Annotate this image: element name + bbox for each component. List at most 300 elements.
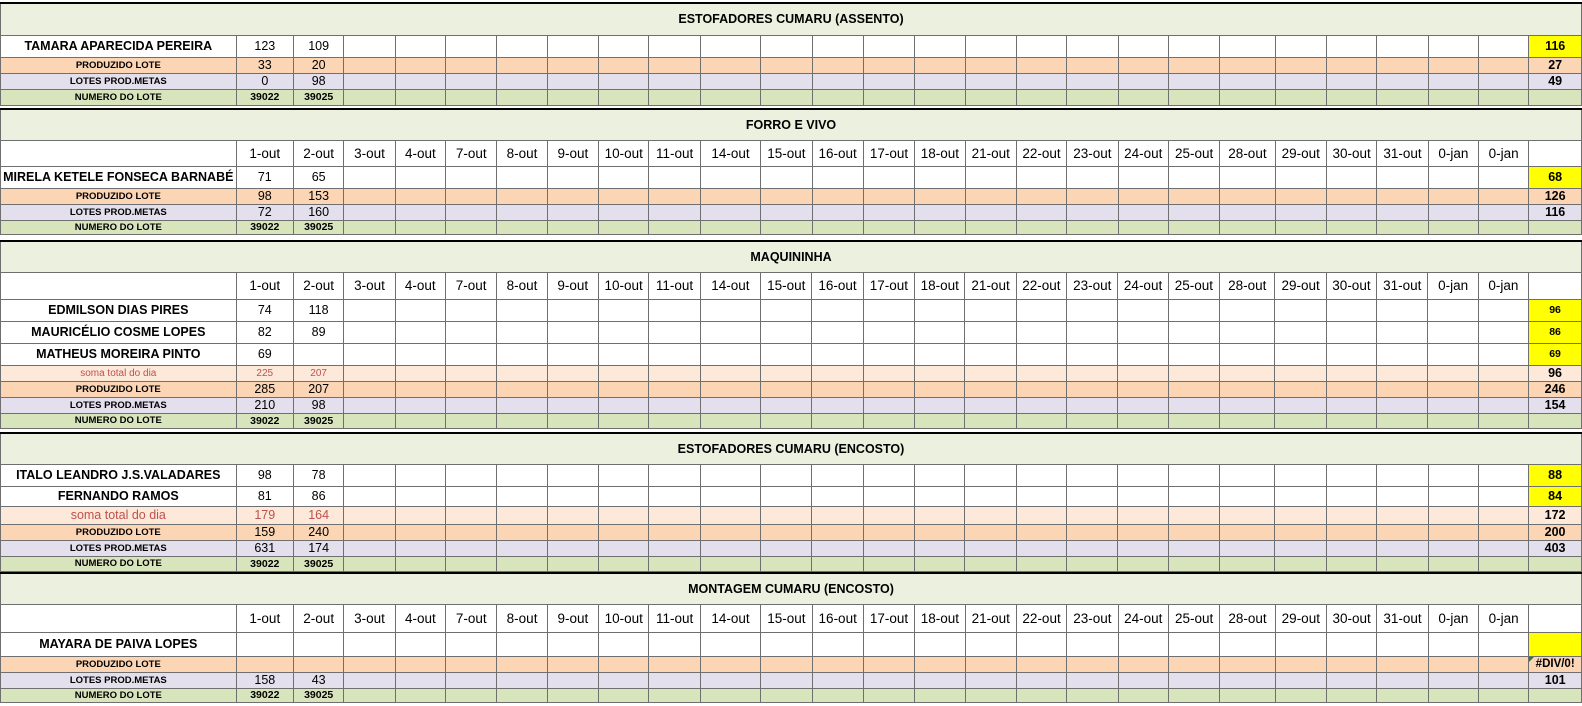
empty-cell[interactable] xyxy=(1275,397,1326,413)
empty-cell[interactable] xyxy=(649,365,700,381)
value-cell-day2[interactable]: 164 xyxy=(293,506,343,524)
empty-cell[interactable] xyxy=(1478,540,1528,556)
produzido-lote-row-total[interactable]: 27 xyxy=(1529,57,1582,73)
empty-cell[interactable] xyxy=(1118,524,1168,540)
empty-cell[interactable] xyxy=(649,688,700,702)
empty-cell[interactable] xyxy=(863,540,914,556)
empty-cell[interactable] xyxy=(446,688,497,702)
empty-cell[interactable] xyxy=(395,413,445,428)
empty-cell[interactable] xyxy=(497,321,547,343)
empty-cell[interactable] xyxy=(965,524,1016,540)
empty-cell[interactable] xyxy=(1016,397,1066,413)
empty-cell[interactable] xyxy=(1428,540,1478,556)
numero-do-lote-row-total[interactable] xyxy=(1529,556,1582,571)
empty-cell[interactable] xyxy=(1067,57,1118,73)
date-header-cell[interactable]: 0-jan xyxy=(1479,604,1529,632)
empty-cell[interactable] xyxy=(1118,672,1168,688)
empty-cell[interactable] xyxy=(1016,506,1066,524)
empty-cell[interactable] xyxy=(547,381,598,397)
empty-cell[interactable] xyxy=(1220,413,1275,428)
empty-cell[interactable] xyxy=(649,672,700,688)
value-cell-day2[interactable]: 89 xyxy=(293,321,343,343)
value-cell-day2[interactable]: 118 xyxy=(293,299,343,321)
empty-cell[interactable] xyxy=(1377,220,1428,234)
empty-cell[interactable] xyxy=(863,321,914,343)
empty-cell[interactable] xyxy=(1220,464,1275,486)
empty-cell[interactable] xyxy=(445,321,496,343)
empty-cell[interactable] xyxy=(761,556,812,571)
empty-cell[interactable] xyxy=(1275,73,1326,89)
empty-cell[interactable] xyxy=(1118,506,1168,524)
date-header-cell[interactable]: 10-out xyxy=(599,140,649,166)
empty-cell[interactable] xyxy=(863,486,914,506)
empty-cell[interactable] xyxy=(700,672,760,688)
empty-cell[interactable] xyxy=(1067,397,1118,413)
date-header-cell[interactable]: 8-out xyxy=(497,604,547,632)
empty-cell[interactable] xyxy=(1168,57,1219,73)
empty-cell[interactable] xyxy=(1326,672,1376,688)
empty-cell[interactable] xyxy=(1275,89,1326,105)
empty-cell[interactable] xyxy=(1377,397,1428,413)
empty-cell[interactable] xyxy=(497,188,547,204)
empty-cell[interactable] xyxy=(395,464,445,486)
empty-cell[interactable] xyxy=(1016,220,1066,234)
empty-cell[interactable] xyxy=(1326,57,1376,73)
empty-cell[interactable] xyxy=(965,506,1016,524)
empty-cell[interactable] xyxy=(1118,632,1168,656)
date-header-cell[interactable]: 2-out xyxy=(293,272,343,299)
empty-cell[interactable] xyxy=(863,204,914,220)
empty-cell[interactable] xyxy=(649,188,700,204)
empty-cell[interactable] xyxy=(446,89,497,105)
empty-cell[interactable] xyxy=(649,299,700,321)
empty-cell[interactable] xyxy=(812,220,863,234)
produzido-lote-row-total[interactable]: 246 xyxy=(1529,381,1582,397)
empty-cell[interactable] xyxy=(1428,397,1478,413)
empty-cell[interactable] xyxy=(1067,89,1118,105)
empty-cell[interactable] xyxy=(1220,166,1275,188)
empty-cell[interactable] xyxy=(700,464,760,486)
empty-cell[interactable] xyxy=(599,73,649,89)
lotes-prod-metas-row-total[interactable]: 154 xyxy=(1529,397,1582,413)
empty-cell[interactable] xyxy=(1220,343,1275,365)
empty-cell[interactable] xyxy=(1220,656,1275,672)
date-header-cell[interactable]: 7-out xyxy=(446,140,497,166)
empty-cell[interactable] xyxy=(1428,57,1478,73)
empty-cell[interactable] xyxy=(1478,413,1528,428)
empty-cell[interactable] xyxy=(547,35,598,57)
empty-cell[interactable] xyxy=(915,381,965,397)
empty-cell[interactable] xyxy=(395,486,445,506)
empty-cell[interactable] xyxy=(1377,540,1428,556)
empty-cell[interactable] xyxy=(649,220,700,234)
date-header-cell[interactable]: 1-out xyxy=(236,140,293,166)
value-cell-day1[interactable]: 159 xyxy=(236,524,293,540)
date-header-cell[interactable]: 22-out xyxy=(1016,140,1066,166)
empty-cell[interactable] xyxy=(812,57,863,73)
empty-cell[interactable] xyxy=(649,204,700,220)
empty-cell[interactable] xyxy=(598,365,648,381)
empty-cell[interactable] xyxy=(497,524,547,540)
empty-cell[interactable] xyxy=(1067,381,1118,397)
value-cell-day1[interactable]: 39022 xyxy=(236,220,293,234)
date-header-cell[interactable]: 29-out xyxy=(1275,272,1326,299)
empty-cell[interactable] xyxy=(445,556,496,571)
empty-cell[interactable] xyxy=(547,397,598,413)
empty-cell[interactable] xyxy=(1118,397,1168,413)
empty-cell[interactable] xyxy=(344,321,395,343)
empty-cell[interactable] xyxy=(761,688,812,702)
empty-cell[interactable] xyxy=(1275,486,1326,506)
date-header-cell[interactable]: 7-out xyxy=(446,604,497,632)
empty-cell[interactable] xyxy=(1479,89,1529,105)
empty-cell[interactable] xyxy=(1118,220,1168,234)
empty-cell[interactable] xyxy=(1220,397,1275,413)
empty-cell[interactable] xyxy=(1118,166,1168,188)
empty-cell[interactable] xyxy=(812,73,863,89)
empty-cell[interactable] xyxy=(1326,188,1376,204)
empty-cell[interactable] xyxy=(344,486,395,506)
empty-cell[interactable] xyxy=(1016,524,1066,540)
empty-cell[interactable] xyxy=(446,220,497,234)
empty-cell[interactable] xyxy=(761,397,812,413)
empty-cell[interactable] xyxy=(1428,321,1478,343)
empty-cell[interactable] xyxy=(445,413,496,428)
empty-cell[interactable] xyxy=(915,464,965,486)
empty-cell[interactable] xyxy=(1377,365,1428,381)
empty-cell[interactable] xyxy=(1275,57,1326,73)
empty-cell[interactable] xyxy=(863,343,914,365)
empty-cell[interactable] xyxy=(1326,397,1376,413)
empty-cell[interactable] xyxy=(863,220,914,234)
empty-cell[interactable] xyxy=(1275,413,1326,428)
empty-cell[interactable] xyxy=(812,540,863,556)
empty-cell[interactable] xyxy=(812,688,863,702)
empty-cell[interactable] xyxy=(598,321,648,343)
empty-cell[interactable] xyxy=(598,524,648,540)
empty-cell[interactable] xyxy=(1479,204,1529,220)
date-header-cell[interactable]: 17-out xyxy=(863,140,914,166)
empty-cell[interactable] xyxy=(446,632,497,656)
empty-cell[interactable] xyxy=(812,556,863,571)
empty-cell[interactable] xyxy=(965,89,1016,105)
date-header-cell[interactable]: 3-out xyxy=(344,604,395,632)
empty-cell[interactable] xyxy=(1326,506,1376,524)
empty-cell[interactable] xyxy=(1275,204,1326,220)
empty-cell[interactable] xyxy=(497,632,547,656)
empty-cell[interactable] xyxy=(1067,343,1118,365)
empty-cell[interactable] xyxy=(1326,73,1376,89)
empty-cell[interactable] xyxy=(915,299,965,321)
empty-cell[interactable] xyxy=(547,188,598,204)
empty-cell[interactable] xyxy=(1220,204,1275,220)
empty-cell[interactable] xyxy=(547,89,598,105)
empty-cell[interactable] xyxy=(863,413,914,428)
empty-cell[interactable] xyxy=(700,486,760,506)
empty-cell[interactable] xyxy=(915,397,965,413)
value-cell-day1[interactable]: 158 xyxy=(236,672,293,688)
empty-cell[interactable] xyxy=(1118,486,1168,506)
empty-cell[interactable] xyxy=(965,632,1016,656)
empty-cell[interactable] xyxy=(812,166,863,188)
date-header-cell[interactable]: 4-out xyxy=(395,272,445,299)
empty-cell[interactable] xyxy=(1067,556,1118,571)
employee-average-cell[interactable]: 69 xyxy=(1529,343,1582,365)
empty-cell[interactable] xyxy=(395,188,445,204)
empty-cell[interactable] xyxy=(1168,524,1219,540)
empty-cell[interactable] xyxy=(1326,204,1376,220)
empty-cell[interactable] xyxy=(1220,556,1275,571)
value-cell-day1[interactable]: 179 xyxy=(236,506,293,524)
empty-cell[interactable] xyxy=(1168,381,1219,397)
empty-cell[interactable] xyxy=(1377,343,1428,365)
date-header-cell[interactable]: 4-out xyxy=(395,140,445,166)
empty-cell[interactable] xyxy=(915,365,965,381)
value-cell-day2[interactable]: 160 xyxy=(294,204,344,220)
empty-cell[interactable] xyxy=(1377,413,1428,428)
empty-cell[interactable] xyxy=(1275,556,1326,571)
value-cell-day1[interactable] xyxy=(236,632,293,656)
empty-cell[interactable] xyxy=(395,73,445,89)
value-cell-day2[interactable]: 20 xyxy=(294,57,344,73)
empty-cell[interactable] xyxy=(1067,35,1118,57)
empty-cell[interactable] xyxy=(497,299,547,321)
empty-cell[interactable] xyxy=(497,73,547,89)
value-cell-day2[interactable]: 39025 xyxy=(294,89,344,105)
empty-cell[interactable] xyxy=(761,672,812,688)
date-header-cell[interactable]: 1-out xyxy=(236,272,293,299)
empty-cell[interactable] xyxy=(863,381,914,397)
value-cell-day1[interactable]: 74 xyxy=(236,299,293,321)
empty-cell[interactable] xyxy=(965,188,1016,204)
value-cell-day2[interactable]: 43 xyxy=(294,672,344,688)
empty-cell[interactable] xyxy=(1067,365,1118,381)
empty-cell[interactable] xyxy=(1377,89,1428,105)
empty-cell[interactable] xyxy=(344,35,395,57)
empty-cell[interactable] xyxy=(1326,220,1376,234)
empty-cell[interactable] xyxy=(649,57,700,73)
empty-cell[interactable] xyxy=(547,656,598,672)
empty-cell[interactable] xyxy=(344,524,395,540)
empty-cell[interactable] xyxy=(497,486,547,506)
empty-cell[interactable] xyxy=(863,166,914,188)
value-cell-day1[interactable]: 98 xyxy=(236,464,293,486)
empty-cell[interactable] xyxy=(1275,672,1326,688)
empty-cell[interactable] xyxy=(812,89,863,105)
empty-cell[interactable] xyxy=(446,204,497,220)
empty-cell[interactable] xyxy=(1016,204,1066,220)
empty-cell[interactable] xyxy=(547,556,598,571)
date-header-cell[interactable]: 11-out xyxy=(649,140,700,166)
empty-cell[interactable] xyxy=(395,321,445,343)
empty-cell[interactable] xyxy=(965,413,1016,428)
empty-cell[interactable] xyxy=(1118,656,1168,672)
date-header-cell[interactable]: 31-out xyxy=(1377,604,1428,632)
date-header-cell[interactable]: 10-out xyxy=(599,604,649,632)
empty-cell[interactable] xyxy=(700,343,760,365)
lotes-prod-metas-row-total[interactable]: 403 xyxy=(1529,540,1582,556)
empty-cell[interactable] xyxy=(1428,524,1478,540)
empty-cell[interactable] xyxy=(915,540,965,556)
date-header-cell[interactable]: 11-out xyxy=(649,604,700,632)
date-header-cell[interactable]: 15-out xyxy=(761,604,812,632)
empty-cell[interactable] xyxy=(1275,540,1326,556)
empty-cell[interactable] xyxy=(445,486,496,506)
empty-cell[interactable] xyxy=(1067,73,1118,89)
value-cell-day1[interactable]: 285 xyxy=(236,381,293,397)
employee-name[interactable]: ITALO LEANDRO J.S.VALADARES xyxy=(1,464,237,486)
empty-cell[interactable] xyxy=(649,656,700,672)
empty-cell[interactable] xyxy=(547,506,598,524)
empty-cell[interactable] xyxy=(1016,343,1066,365)
empty-cell[interactable] xyxy=(915,688,965,702)
empty-cell[interactable] xyxy=(863,556,914,571)
value-cell-day2[interactable]: 98 xyxy=(293,397,343,413)
empty-cell[interactable] xyxy=(863,365,914,381)
empty-cell[interactable] xyxy=(915,506,965,524)
value-cell-day1[interactable]: 631 xyxy=(236,540,293,556)
empty-cell[interactable] xyxy=(1275,381,1326,397)
empty-cell[interactable] xyxy=(915,204,965,220)
empty-cell[interactable] xyxy=(1275,365,1326,381)
empty-cell[interactable] xyxy=(1118,321,1168,343)
empty-cell[interactable] xyxy=(1016,299,1066,321)
empty-cell[interactable] xyxy=(1275,220,1326,234)
date-header-cell[interactable]: 17-out xyxy=(863,272,914,299)
empty-cell[interactable] xyxy=(1275,166,1326,188)
empty-cell[interactable] xyxy=(1168,35,1219,57)
empty-cell[interactable] xyxy=(915,632,965,656)
empty-cell[interactable] xyxy=(395,89,445,105)
empty-cell[interactable] xyxy=(1220,524,1275,540)
empty-cell[interactable] xyxy=(395,365,445,381)
empty-cell[interactable] xyxy=(700,413,760,428)
empty-cell[interactable] xyxy=(1016,632,1066,656)
value-cell-day1[interactable]: 39022 xyxy=(236,89,293,105)
empty-cell[interactable] xyxy=(599,188,649,204)
empty-cell[interactable] xyxy=(812,321,863,343)
empty-cell[interactable] xyxy=(344,506,395,524)
empty-cell[interactable] xyxy=(1220,365,1275,381)
value-cell-day1[interactable]: 72 xyxy=(236,204,293,220)
empty-cell[interactable] xyxy=(700,506,760,524)
empty-cell[interactable] xyxy=(599,35,649,57)
empty-cell[interactable] xyxy=(1067,540,1118,556)
empty-cell[interactable] xyxy=(497,672,547,688)
empty-cell[interactable] xyxy=(1220,486,1275,506)
date-header-cell[interactable]: 1-out xyxy=(236,604,293,632)
date-header-cell[interactable]: 21-out xyxy=(965,140,1016,166)
empty-cell[interactable] xyxy=(1326,632,1376,656)
empty-cell[interactable] xyxy=(1168,540,1219,556)
empty-cell[interactable] xyxy=(1067,688,1118,702)
empty-cell[interactable] xyxy=(812,299,863,321)
empty-cell[interactable] xyxy=(761,365,812,381)
empty-cell[interactable] xyxy=(1479,220,1529,234)
date-header-cell[interactable]: 25-out xyxy=(1168,604,1219,632)
empty-cell[interactable] xyxy=(1326,89,1376,105)
empty-cell[interactable] xyxy=(598,464,648,486)
empty-cell[interactable] xyxy=(1479,688,1529,702)
empty-cell[interactable] xyxy=(1428,506,1478,524)
empty-cell[interactable] xyxy=(761,35,812,57)
empty-cell[interactable] xyxy=(598,381,648,397)
empty-cell[interactable] xyxy=(497,35,547,57)
empty-cell[interactable] xyxy=(1326,688,1376,702)
empty-cell[interactable] xyxy=(344,540,395,556)
empty-cell[interactable] xyxy=(1168,464,1219,486)
date-header-cell[interactable]: 23-out xyxy=(1067,604,1118,632)
empty-cell[interactable] xyxy=(812,343,863,365)
employee-name[interactable]: MAYARA DE PAIVA LOPES xyxy=(1,632,237,656)
empty-cell[interactable] xyxy=(700,57,760,73)
empty-cell[interactable] xyxy=(1016,688,1066,702)
empty-cell[interactable] xyxy=(446,656,497,672)
empty-cell[interactable] xyxy=(1016,35,1066,57)
empty-cell[interactable] xyxy=(1016,73,1066,89)
empty-cell[interactable] xyxy=(598,343,648,365)
empty-cell[interactable] xyxy=(344,204,395,220)
empty-cell[interactable] xyxy=(1478,524,1528,540)
empty-cell[interactable] xyxy=(915,524,965,540)
empty-cell[interactable] xyxy=(1168,220,1219,234)
empty-cell[interactable] xyxy=(497,464,547,486)
value-cell-day2[interactable]: 39025 xyxy=(294,220,344,234)
empty-cell[interactable] xyxy=(649,486,700,506)
date-header-cell[interactable]: 21-out xyxy=(965,604,1016,632)
empty-cell[interactable] xyxy=(1377,381,1428,397)
empty-cell[interactable] xyxy=(497,166,547,188)
empty-cell[interactable] xyxy=(965,540,1016,556)
empty-cell[interactable] xyxy=(446,57,497,73)
empty-cell[interactable] xyxy=(497,57,547,73)
empty-cell[interactable] xyxy=(915,343,965,365)
empty-cell[interactable] xyxy=(863,299,914,321)
empty-cell[interactable] xyxy=(965,464,1016,486)
empty-cell[interactable] xyxy=(445,365,496,381)
empty-cell[interactable] xyxy=(547,73,598,89)
employee-name[interactable]: EDMILSON DIAS PIRES xyxy=(1,299,237,321)
empty-cell[interactable] xyxy=(547,688,598,702)
empty-cell[interactable] xyxy=(1377,524,1428,540)
empty-cell[interactable] xyxy=(1326,381,1376,397)
empty-cell[interactable] xyxy=(965,343,1016,365)
value-cell-day2[interactable]: 98 xyxy=(294,73,344,89)
empty-cell[interactable] xyxy=(1326,343,1376,365)
empty-cell[interactable] xyxy=(344,299,395,321)
empty-cell[interactable] xyxy=(1478,464,1528,486)
empty-cell[interactable] xyxy=(1168,397,1219,413)
empty-cell[interactable] xyxy=(1478,299,1528,321)
date-header-cell[interactable]: 15-out xyxy=(761,272,812,299)
empty-cell[interactable] xyxy=(1377,486,1428,506)
empty-cell[interactable] xyxy=(1428,343,1478,365)
employee-name[interactable]: MIRELA KETELE FONSECA BARNABÉ xyxy=(1,166,237,188)
empty-cell[interactable] xyxy=(1377,556,1428,571)
empty-cell[interactable] xyxy=(446,672,497,688)
empty-cell[interactable] xyxy=(915,57,965,73)
date-header-cell[interactable]: 28-out xyxy=(1220,140,1275,166)
empty-cell[interactable] xyxy=(863,524,914,540)
empty-cell[interactable] xyxy=(1428,381,1478,397)
value-cell-day1[interactable]: 39022 xyxy=(236,688,293,702)
date-header-cell[interactable]: 2-out xyxy=(294,140,344,166)
date-header-cell[interactable]: 8-out xyxy=(497,140,547,166)
empty-cell[interactable] xyxy=(761,464,812,486)
value-cell-day1[interactable]: 39022 xyxy=(236,556,293,571)
value-cell-day2[interactable] xyxy=(293,343,343,365)
empty-cell[interactable] xyxy=(599,672,649,688)
